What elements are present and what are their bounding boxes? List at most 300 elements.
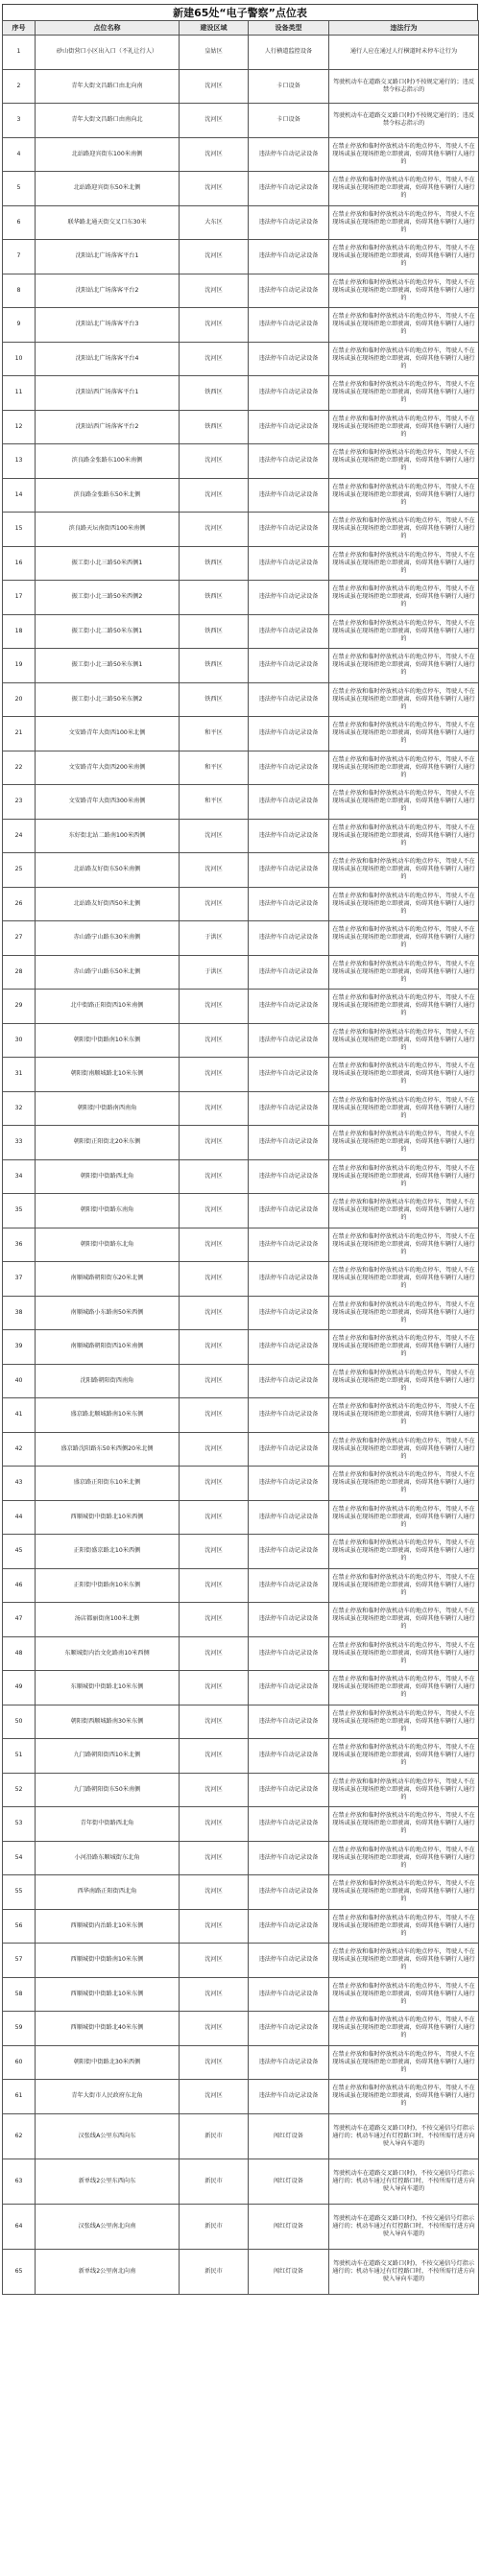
cell-no: 14 <box>3 478 36 513</box>
table-row <box>3 2080 479 2114</box>
cell-device: 闯红灯设备 <box>249 2159 329 2204</box>
cell-name: 南顺城路小东路南50米西侧 <box>36 1296 180 1330</box>
cell-area: 沈河区 <box>180 172 249 206</box>
cell-violation: 在禁止停放和临时停放机动车的地点停车，驾驶人不在现场或虽在现场拒绝立即驶离，妨碍其他车辆行人通行的 <box>329 1773 479 1807</box>
cell-device: 违法停车自动记录设备 <box>249 887 329 921</box>
cell-name: 朝阳街西顺城路南30米东侧 <box>36 1705 180 1739</box>
cell-name: 朝阳街中街路东南角 <box>36 1194 180 1228</box>
cell-area: 沈河区 <box>180 513 249 547</box>
cell-no: 5 <box>3 172 36 206</box>
cell-no: 22 <box>3 751 36 785</box>
cell-area: 沈河区 <box>180 478 249 513</box>
cell-name: 青年大街市人民政府东北角 <box>36 2080 180 2114</box>
cell-device: 违法停车自动记录设备 <box>249 1671 329 1705</box>
table-row <box>3 410 479 444</box>
cell-area: 沈河区 <box>180 69 249 104</box>
cell-violation: 在禁止停放和临时停放机动车的地点停车，驾驶人不在现场或虽在现场拒绝立即驶离，妨碍其他车辆行人通行的 <box>329 1398 479 1433</box>
cell-violation: 在禁止停放和临时停放机动车的地点停车，驾驶人不在现场或虽在现场拒绝立即驶离，妨碍其他车辆行人通行的 <box>329 1636 479 1671</box>
table-row <box>3 1807 479 1842</box>
cell-area: 沈河区 <box>180 1500 249 1535</box>
header-no: 序号 <box>3 21 36 36</box>
cell-name: 沈阳路朝阳街西南角 <box>36 1364 180 1398</box>
cell-violation: 在禁止停放和临时停放机动车的地点停车，驾驶人不在现场或虽在现场拒绝立即驶离，妨碍其他车辆行人通行的 <box>329 785 479 820</box>
cell-area: 铁西区 <box>180 376 249 411</box>
cell-violation: 在禁止停放和临时停放机动车的地点停车，驾驶人不在现场或虽在现场拒绝立即驶离，妨碍其他车辆行人通行的 <box>329 1705 479 1739</box>
cell-violation: 在禁止停放和临时停放机动车的地点停车，驾驶人不在现场或虽在现场拒绝立即驶离，妨碍其他车辆行人通行的 <box>329 853 479 888</box>
cell-violation: 在禁止停放和临时停放机动车的地点停车，驾驶人不在现场或虽在现场拒绝立即驶离，妨碍其他车辆行人通行的 <box>329 2080 479 2114</box>
cell-no: 32 <box>3 1091 36 1126</box>
table-row <box>3 104 479 138</box>
cell-device: 违法停车自动记录设备 <box>249 1159 329 1194</box>
cell-no: 44 <box>3 1500 36 1535</box>
header-name: 点位名称 <box>36 21 180 36</box>
table-row <box>3 990 479 1024</box>
cell-area: 沈河区 <box>180 1705 249 1739</box>
cell-device: 违法停车自动记录设备 <box>249 1023 329 1058</box>
cell-name: 沈阳站北广场落客平台4 <box>36 342 180 376</box>
cell-no: 49 <box>3 1671 36 1705</box>
cell-name: 联华路北通天街交叉口东30米 <box>36 205 180 240</box>
cell-no: 34 <box>3 1159 36 1194</box>
cell-area: 沈河区 <box>180 819 249 853</box>
cell-no: 52 <box>3 1773 36 1807</box>
cell-violation: 在禁止停放和临时停放机动车的地点停车，驾驶人不在现场或虽在现场拒绝立即驶离，妨碍其他车辆行人通行的 <box>329 1739 479 1774</box>
cell-area: 沈河区 <box>180 1058 249 1092</box>
cell-device: 卡口设备 <box>249 69 329 104</box>
table-row <box>3 1091 479 1126</box>
cell-name: 青年大街文昌路口由北向南 <box>36 69 180 104</box>
cell-violation: 在禁止停放和临时停放机动车的地点停车，驾驶人不在现场或虽在现场拒绝立即驶离，妨碍其他车辆行人通行的 <box>329 546 479 581</box>
cell-no: 41 <box>3 1398 36 1433</box>
table-row <box>3 1739 479 1774</box>
cell-device: 违法停车自动记录设备 <box>249 1841 329 1875</box>
cell-device: 违法停车自动记录设备 <box>249 2080 329 2114</box>
cell-name: 文安路青年大街西300米南侧 <box>36 785 180 820</box>
cell-no: 9 <box>3 308 36 343</box>
cell-area: 新民市 <box>180 2249 249 2294</box>
cell-name: 西顺城街中街路北40米东侧 <box>36 2012 180 2046</box>
cell-violation: 在禁止停放和临时停放机动车的地点停车，驾驶人不在现场或虽在现场拒绝立即驶离，妨碍其他车辆行人通行的 <box>329 1091 479 1126</box>
cell-name: 东顺城街中街路北10米东侧 <box>36 1671 180 1705</box>
cell-name: 沈阳站北广场落客平台3 <box>36 308 180 343</box>
cell-area: 沈河区 <box>180 2012 249 2046</box>
table-row <box>3 1909 479 1944</box>
cell-device: 违法停车自动记录设备 <box>249 410 329 444</box>
table-row <box>3 682 479 717</box>
table-row <box>3 853 479 888</box>
cell-name: 东好街北站二路南100米西侧 <box>36 819 180 853</box>
cell-name: 振工街小北二路50米东侧1 <box>36 614 180 649</box>
cell-name: 北站路迎宾街东100米南侧 <box>36 137 180 172</box>
cell-no: 3 <box>3 104 36 138</box>
cell-no: 6 <box>3 205 36 240</box>
cell-device: 违法停车自动记录设备 <box>249 819 329 853</box>
cell-device: 违法停车自动记录设备 <box>249 513 329 547</box>
table-row <box>3 1603 479 1637</box>
cell-no: 47 <box>3 1603 36 1637</box>
cell-device: 违法停车自动记录设备 <box>249 2045 329 2080</box>
cell-device: 违法停车自动记录设备 <box>249 1126 329 1160</box>
cell-no: 15 <box>3 513 36 547</box>
cell-violation: 在禁止停放和临时停放机动车的地点停车，驾驶人不在现场或虽在现场拒绝立即驶离，妨碍其他车辆行人通行的 <box>329 819 479 853</box>
cell-no: 31 <box>3 1058 36 1092</box>
cell-violation: 在禁止停放和临时停放机动车的地点停车，驾驶人不在现场或虽在现场拒绝立即驶离，妨碍其他车辆行人通行的 <box>329 2045 479 2080</box>
cell-area: 铁西区 <box>180 581 249 615</box>
cell-violation: 驾驶机动车在道路交叉路口(时)，不按交通信号灯指示通行的；机动车通过有灯控路口时，不按所需行进方向驶入导向车道的 <box>329 2204 479 2249</box>
table-row <box>3 2012 479 2046</box>
cell-violation: 在禁止停放和临时停放机动车的地点停车，驾驶人不在现场或虽在现场拒绝立即驶离，妨碍其他车辆行人通行的 <box>329 308 479 343</box>
table-row <box>3 1636 479 1671</box>
cell-violation: 在禁止停放和临时停放机动车的地点停车，驾驶人不在现场或虽在现场拒绝立即驶离，妨碍其他车辆行人通行的 <box>329 172 479 206</box>
header-device: 设备类型 <box>249 21 329 36</box>
cell-area: 沈河区 <box>180 308 249 343</box>
cell-name: 东顺城街内治文化路南10米西侧 <box>36 1636 180 1671</box>
table-row <box>3 1296 479 1330</box>
cell-name: 滨良路天坛南街西100米南侧 <box>36 513 180 547</box>
table-row <box>3 751 479 785</box>
table-row <box>3 1841 479 1875</box>
cell-device: 违法停车自动记录设备 <box>249 1364 329 1398</box>
cell-violation: 在禁止停放和临时停放机动车的地点停车，驾驶人不在现场或虽在现场拒绝立即驶离，妨碍其他车辆行人通行的 <box>329 1467 479 1501</box>
cell-name: 西顺城街中街路北10米西侧 <box>36 1500 180 1535</box>
table-row <box>3 1159 479 1194</box>
cell-device: 违法停车自动记录设备 <box>249 1330 329 1365</box>
cell-no: 53 <box>3 1807 36 1842</box>
cell-area: 沈河区 <box>180 1296 249 1330</box>
cell-name: 盛京路正阳街东10米北侧 <box>36 1467 180 1501</box>
cell-violation: 在禁止停放和临时停放机动车的地点停车，驾驶人不在现场或虽在现场拒绝立即驶离，妨碍其他车辆行人通行的 <box>329 1875 479 1910</box>
cell-violation: 在禁止停放和临时停放机动车的地点停车，驾驶人不在现场或虽在现场拒绝立即驶离，妨碍其他车辆行人通行的 <box>329 205 479 240</box>
cell-area: 沈河区 <box>180 1739 249 1774</box>
cell-violation: 在禁止停放和临时停放机动车的地点停车，驾驶人不在现场或虽在现场拒绝立即驶离，妨碍其他车辆行人通行的 <box>329 1909 479 1944</box>
cell-device: 违法停车自动记录设备 <box>249 205 329 240</box>
table-row <box>3 1364 479 1398</box>
cell-area: 新民市 <box>180 2113 249 2159</box>
cell-name: 南顺城路朝阳街东20米北侧 <box>36 1262 180 1297</box>
cell-area: 沈河区 <box>180 1091 249 1126</box>
header-area: 建设区域 <box>180 21 249 36</box>
cell-device: 违法停车自动记录设备 <box>249 308 329 343</box>
cell-device: 违法停车自动记录设备 <box>249 614 329 649</box>
cell-name: 盛京路沈阳路东50米西侧20米北侧 <box>36 1432 180 1467</box>
cell-device: 违法停车自动记录设备 <box>249 1398 329 1433</box>
cell-area: 沈河区 <box>180 2080 249 2114</box>
cell-area: 沈河区 <box>180 1671 249 1705</box>
cell-no: 33 <box>3 1126 36 1160</box>
table-row <box>3 1467 479 1501</box>
cell-area: 新民市 <box>180 2159 249 2204</box>
cell-name: 文安路青年大街西200米南侧 <box>36 751 180 785</box>
cell-no: 28 <box>3 955 36 990</box>
cell-area: 沈河区 <box>180 444 249 479</box>
cell-violation: 驾驶机动车在道路交叉路口(时)不按规定通行的；违反禁令标志指示的 <box>329 104 479 138</box>
table-header-row <box>3 21 479 36</box>
table-row <box>3 376 479 411</box>
cell-area: 沈河区 <box>180 1330 249 1365</box>
cell-area: 沈河区 <box>180 853 249 888</box>
cell-name: 九门路朝阳街西10米北侧 <box>36 1739 180 1774</box>
cell-name: 西华南路正阳街西北角 <box>36 1875 180 1910</box>
cell-violation: 在禁止停放和临时停放机动车的地点停车，驾驶人不在现场或虽在现场拒绝立即驶离，妨碍其他车辆行人通行的 <box>329 1228 479 1262</box>
table-row <box>3 717 479 751</box>
cell-name: 朝阳街中街路北30米西侧 <box>36 2045 180 2080</box>
cell-name: 文安路青年大街西100米北侧 <box>36 717 180 751</box>
cell-device: 违法停车自动记录设备 <box>249 1296 329 1330</box>
cell-violation: 在禁止停放和临时停放机动车的地点停车，驾驶人不在现场或虽在现场拒绝立即驶离，妨碍其他车辆行人通行的 <box>329 1058 479 1092</box>
cell-no: 42 <box>3 1432 36 1467</box>
cell-no: 16 <box>3 546 36 581</box>
cell-area: 沈河区 <box>180 104 249 138</box>
cell-area: 沈河区 <box>180 1944 249 1978</box>
table-row <box>3 513 479 547</box>
cell-area: 沈河区 <box>180 1636 249 1671</box>
cell-device: 违法停车自动记录设备 <box>249 1535 329 1569</box>
cell-violation: 在禁止停放和临时停放机动车的地点停车，驾驶人不在现场或虽在现场拒绝立即驶离，妨碍其他车辆行人通行的 <box>329 274 479 308</box>
cell-name: 赤山路宁山路东30米南侧 <box>36 921 180 956</box>
cell-violation: 在禁止停放和临时停放机动车的地点停车，驾驶人不在现场或虽在现场拒绝立即驶离，妨碍其他车辆行人通行的 <box>329 1126 479 1160</box>
cell-violation: 在禁止停放和临时停放机动车的地点停车，驾驶人不在现场或虽在现场拒绝立即驶离，妨碍其他车辆行人通行的 <box>329 955 479 990</box>
cell-area: 新民市 <box>180 2204 249 2249</box>
page-title: 新建65处“电子警察”点位表 <box>2 4 478 20</box>
cell-violation: 在禁止停放和临时停放机动车的地点停车，驾驶人不在现场或虽在现场拒绝立即驶离，妨碍其他车辆行人通行的 <box>329 1432 479 1467</box>
cell-device: 违法停车自动记录设备 <box>249 921 329 956</box>
cell-device: 违法停车自动记录设备 <box>249 1091 329 1126</box>
cell-device: 违法停车自动记录设备 <box>249 1603 329 1637</box>
cell-no: 56 <box>3 1909 36 1944</box>
cell-name: 青年街中街路西北角 <box>36 1807 180 1842</box>
cell-area: 铁西区 <box>180 682 249 717</box>
cell-violation: 在禁止停放和临时停放机动车的地点停车，驾驶人不在现场或虽在现场拒绝立即驶离，妨碍其他车辆行人通行的 <box>329 1671 479 1705</box>
cell-device: 违法停车自动记录设备 <box>249 955 329 990</box>
cell-violation: 在禁止停放和临时停放机动车的地点停车，驾驶人不在现场或虽在现场拒绝立即驶离，妨碍其他车辆行人通行的 <box>329 478 479 513</box>
table-body <box>3 36 479 2295</box>
cell-name: 朝阳街正阳街北20米东侧 <box>36 1126 180 1160</box>
cell-no: 57 <box>3 1944 36 1978</box>
cell-area: 沈河区 <box>180 887 249 921</box>
cell-violation: 驾驶机动车在道路交叉路口(时)，不按交通信号灯指示通行的；机动车通过有灯控路口时，不按所需行进方向驶入导向车道的 <box>329 2249 479 2294</box>
table-row <box>3 2045 479 2080</box>
cell-violation: 在禁止停放和临时停放机动车的地点停车，驾驶人不在现场或虽在现场拒绝立即驶离，妨碍其他车辆行人通行的 <box>329 410 479 444</box>
cell-device: 违法停车自动记录设备 <box>249 478 329 513</box>
table-row <box>3 2159 479 2204</box>
cell-violation: 在禁止停放和临时停放机动车的地点停车，驾驶人不在现场或虽在现场拒绝立即驶离，妨碍其他车辆行人通行的 <box>329 376 479 411</box>
cell-device: 违法停车自动记录设备 <box>249 137 329 172</box>
cell-violation: 在禁止停放和临时停放机动车的地点停车，驾驶人不在现场或虽在现场拒绝立即驶离，妨碍其他车辆行人通行的 <box>329 717 479 751</box>
cell-no: 24 <box>3 819 36 853</box>
cell-area: 沈河区 <box>180 1807 249 1842</box>
cell-no: 27 <box>3 921 36 956</box>
table-row <box>3 205 479 240</box>
table-row <box>3 887 479 921</box>
cell-violation: 在禁止停放和临时停放机动车的地点停车，驾驶人不在现场或虽在现场拒绝立即驶离，妨碍其他车辆行人通行的 <box>329 1194 479 1228</box>
cell-area: 沈河区 <box>180 274 249 308</box>
cell-violation: 在禁止停放和临时停放机动车的地点停车，驾驶人不在现场或虽在现场拒绝立即驶离，妨碍其他车辆行人通行的 <box>329 1944 479 1978</box>
cell-violation: 在禁止停放和临时停放机动车的地点停车，驾驶人不在现场或虽在现场拒绝立即驶离，妨碍其他车辆行人通行的 <box>329 581 479 615</box>
cell-no: 64 <box>3 2204 36 2249</box>
table-row <box>3 1671 479 1705</box>
cell-area: 和平区 <box>180 751 249 785</box>
cell-area: 沈河区 <box>180 1159 249 1194</box>
cell-device: 违法停车自动记录设备 <box>249 1467 329 1501</box>
cell-no: 63 <box>3 2159 36 2204</box>
cell-device: 违法停车自动记录设备 <box>249 1909 329 1944</box>
cell-name: 振工街小北三路50米东侧1 <box>36 649 180 683</box>
table-row <box>3 649 479 683</box>
cell-violation: 在禁止停放和临时停放机动车的地点停车，驾驶人不在现场或虽在现场拒绝立即驶离，妨碍其他车辆行人通行的 <box>329 1807 479 1842</box>
cell-violation: 在禁止停放和临时停放机动车的地点停车，驾驶人不在现场或虽在现场拒绝立即驶离，妨碍其他车辆行人通行的 <box>329 513 479 547</box>
cell-no: 11 <box>3 376 36 411</box>
cell-area: 沈河区 <box>180 1603 249 1637</box>
cell-violation: 在禁止停放和临时停放机动车的地点停车，驾驶人不在现场或虽在现场拒绝立即驶离，妨碍其他车辆行人通行的 <box>329 240 479 274</box>
table-row <box>3 546 479 581</box>
cell-no: 20 <box>3 682 36 717</box>
cell-no: 37 <box>3 1262 36 1297</box>
cell-device: 违法停车自动记录设备 <box>249 1875 329 1910</box>
cell-area: 铁西区 <box>180 546 249 581</box>
table-row <box>3 1535 479 1569</box>
table-row <box>3 2249 479 2294</box>
cell-no: 7 <box>3 240 36 274</box>
cell-violation: 在禁止停放和临时停放机动车的地点停车，驾驶人不在现场或虽在现场拒绝立即驶离，妨碍其他车辆行人通行的 <box>329 342 479 376</box>
cell-area: 沈河区 <box>180 137 249 172</box>
cell-device: 闯红灯设备 <box>249 2204 329 2249</box>
cell-violation: 在禁止停放和临时停放机动车的地点停车，驾驶人不在现场或虽在现场拒绝立即驶离，妨碍其他车辆行人通行的 <box>329 751 479 785</box>
cell-device: 违法停车自动记录设备 <box>249 1500 329 1535</box>
cell-name: 沈阳站北广场落客平台2 <box>36 274 180 308</box>
cell-name: 砂山街营口小区出入口（不礼让行人） <box>36 36 180 70</box>
cell-device: 违法停车自动记录设备 <box>249 376 329 411</box>
table-row <box>3 1126 479 1160</box>
table-row <box>3 1432 479 1467</box>
table-row <box>3 1194 479 1228</box>
cell-area: 沈河区 <box>180 1023 249 1058</box>
cell-area: 沈河区 <box>180 1467 249 1501</box>
cell-device: 违法停车自动记录设备 <box>249 1773 329 1807</box>
cell-area: 沈河区 <box>180 1568 249 1603</box>
cell-device: 违法停车自动记录设备 <box>249 342 329 376</box>
cell-device: 违法停车自动记录设备 <box>249 717 329 751</box>
cell-no: 1 <box>3 36 36 70</box>
cell-device: 闯红灯设备 <box>249 2249 329 2294</box>
table-row <box>3 1262 479 1297</box>
cell-name: 青年大街文昌路口由南向北 <box>36 104 180 138</box>
cell-no: 40 <box>3 1364 36 1398</box>
cell-name: 朝阳街中街路东北角 <box>36 1228 180 1262</box>
cell-no: 54 <box>3 1841 36 1875</box>
table-row <box>3 36 479 70</box>
cell-violation: 在禁止停放和临时停放机动车的地点停车，驾驶人不在现场或虽在现场拒绝立即驶离，妨碍其他车辆行人通行的 <box>329 2012 479 2046</box>
cell-device: 违法停车自动记录设备 <box>249 1058 329 1092</box>
cell-device: 违法停车自动记录设备 <box>249 1739 329 1774</box>
cell-device: 违法停车自动记录设备 <box>249 853 329 888</box>
cell-no: 2 <box>3 69 36 104</box>
cell-name: 振工街小北三路50米东侧2 <box>36 682 180 717</box>
cell-area: 于洪区 <box>180 955 249 990</box>
cell-device: 闯红灯设备 <box>249 2113 329 2159</box>
cell-no: 58 <box>3 1977 36 2012</box>
cell-violation: 在禁止停放和临时停放机动车的地点停车，驾驶人不在现场或虽在现场拒绝立即驶离，妨碍其他车辆行人通行的 <box>329 649 479 683</box>
table-row <box>3 1228 479 1262</box>
cell-area: 皇姑区 <box>180 36 249 70</box>
table-row <box>3 274 479 308</box>
cell-name: 正阳街盛京路北10米西侧 <box>36 1535 180 1569</box>
table-row <box>3 172 479 206</box>
cell-violation: 在禁止停放和临时停放机动车的地点停车，驾驶人不在现场或虽在现场拒绝立即驶离，妨碍其他车辆行人通行的 <box>329 682 479 717</box>
cell-device: 违法停车自动记录设备 <box>249 274 329 308</box>
cell-name: 新单线2公里东西向东 <box>36 2159 180 2204</box>
cell-name: 西顺城街中街路南10米东侧 <box>36 1944 180 1978</box>
cell-area: 沈河区 <box>180 1228 249 1262</box>
cell-device: 违法停车自动记录设备 <box>249 751 329 785</box>
cell-name: 西顺城街内治路北10米东侧 <box>36 1909 180 1944</box>
cell-area: 沈河区 <box>180 1364 249 1398</box>
cell-device: 违法停车自动记录设备 <box>249 785 329 820</box>
cell-name: 赤山路宁山路东50米北侧 <box>36 955 180 990</box>
cell-area: 和平区 <box>180 785 249 820</box>
cell-violation: 在禁止停放和临时停放机动车的地点停车，驾驶人不在现场或虽在现场拒绝立即驶离，妨碍其他车辆行人通行的 <box>329 921 479 956</box>
header-violation: 违法行为 <box>329 21 479 36</box>
cell-name: 滨良路金张路东50米北侧 <box>36 478 180 513</box>
table-row <box>3 478 479 513</box>
cell-no: 26 <box>3 887 36 921</box>
cell-violation: 在禁止停放和临时停放机动车的地点停车，驾驶人不在现场或虽在现场拒绝立即驶离，妨碍其他车辆行人通行的 <box>329 1603 479 1637</box>
cell-name: 小河沿路东顺城街东北角 <box>36 1841 180 1875</box>
cell-violation: 通行人应在通过人行横道时未停车让行为 <box>329 36 479 70</box>
cell-device: 违法停车自动记录设备 <box>249 581 329 615</box>
cell-no: 13 <box>3 444 36 479</box>
cell-name: 正阳街中街路南10米东侧 <box>36 1568 180 1603</box>
table-row <box>3 1977 479 2012</box>
cell-area: 沈河区 <box>180 342 249 376</box>
cell-area: 铁西区 <box>180 410 249 444</box>
cell-violation: 驾驶机动车在道路交叉路口(时)，不按交通信号灯指示通行的；机动车通过有灯控路口时，不按所需行进方向驶入导向车道的 <box>329 2159 479 2204</box>
cell-name: 北站路友好街东50米南侧 <box>36 853 180 888</box>
cell-violation: 在禁止停放和临时停放机动车的地点停车，驾驶人不在现场或虽在现场拒绝立即驶离，妨碍其他车辆行人通行的 <box>329 1296 479 1330</box>
cell-name: 西顺城街中街路北10米东侧 <box>36 1977 180 2012</box>
cell-no: 21 <box>3 717 36 751</box>
cell-violation: 在禁止停放和临时停放机动车的地点停车，驾驶人不在现场或虽在现场拒绝立即驶离，妨碍其他车辆行人通行的 <box>329 1977 479 2012</box>
cell-area: 沈河区 <box>180 1262 249 1297</box>
cell-no: 60 <box>3 2045 36 2080</box>
cell-device: 违法停车自动记录设备 <box>249 240 329 274</box>
cell-violation: 在禁止停放和临时停放机动车的地点停车，驾驶人不在现场或虽在现场拒绝立即驶离，妨碍其他车辆行人通行的 <box>329 444 479 479</box>
cell-name: 滨良路金张路东100米南侧 <box>36 444 180 479</box>
cell-violation: 在禁止停放和临时停放机动车的地点停车，驾驶人不在现场或虽在现场拒绝立即驶离，妨碍其他车辆行人通行的 <box>329 137 479 172</box>
cell-violation: 在禁止停放和临时停放机动车的地点停车，驾驶人不在现场或虽在现场拒绝立即驶离，妨碍其他车辆行人通行的 <box>329 1023 479 1058</box>
table-row <box>3 1944 479 1978</box>
cell-no: 17 <box>3 581 36 615</box>
cell-no: 46 <box>3 1568 36 1603</box>
cell-violation: 在禁止停放和临时停放机动车的地点停车，驾驶人不在现场或虽在现场拒绝立即驶离，妨碍其他车辆行人通行的 <box>329 1841 479 1875</box>
cell-no: 48 <box>3 1636 36 1671</box>
cell-device: 违法停车自动记录设备 <box>249 546 329 581</box>
table-row <box>3 342 479 376</box>
cell-device: 违法停车自动记录设备 <box>249 1228 329 1262</box>
cell-device: 违法停车自动记录设备 <box>249 444 329 479</box>
table-row <box>3 240 479 274</box>
cell-violation: 驾驶机动车在道路交叉路口(时)不按规定通行的；违反禁令标志指示的 <box>329 69 479 104</box>
table-row <box>3 785 479 820</box>
cell-device: 违法停车自动记录设备 <box>249 1568 329 1603</box>
cell-no: 39 <box>3 1330 36 1365</box>
cell-area: 沈河区 <box>180 990 249 1024</box>
cell-violation: 在禁止停放和临时停放机动车的地点停车，驾驶人不在现场或虽在现场拒绝立即驶离，妨碍其他车辆行人通行的 <box>329 1364 479 1398</box>
cell-violation: 在禁止停放和临时停放机动车的地点停车，驾驶人不在现场或虽在现场拒绝立即驶离，妨碍其他车辆行人通行的 <box>329 990 479 1024</box>
cell-no: 23 <box>3 785 36 820</box>
table-row <box>3 2204 479 2249</box>
cell-device: 违法停车自动记录设备 <box>249 1194 329 1228</box>
cell-device: 违法停车自动记录设备 <box>249 2012 329 2046</box>
